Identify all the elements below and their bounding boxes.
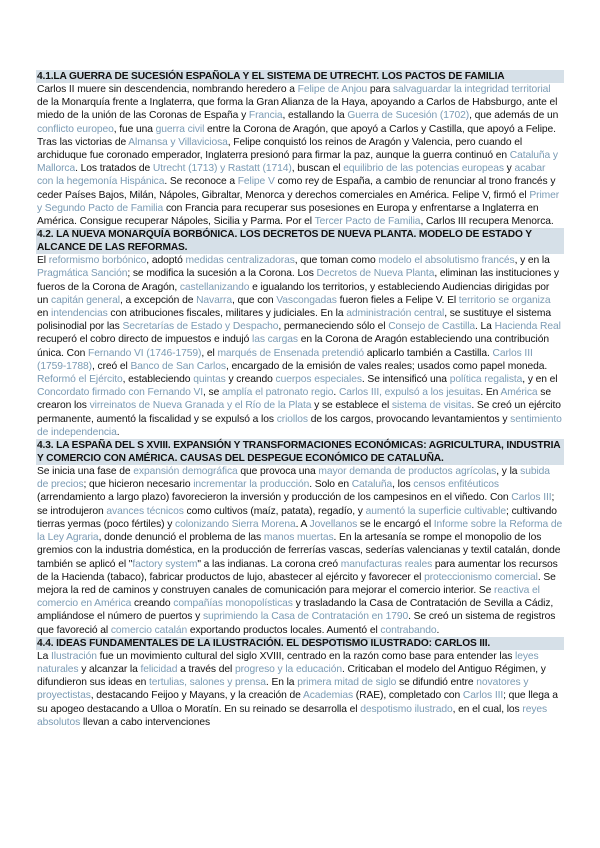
document-page [36,70,564,729]
highlighted-term: Felipe V [237,176,275,188]
highlighted-term: Hacienda Real [494,321,561,333]
highlighted-term: Fernando VI (1746-1759) [88,347,202,359]
highlighted-term: manufacturas reales [340,558,433,570]
text-run: ; se introdujeron [37,492,555,517]
text-run: ; se modifica la sucesión a la Corona. Los [127,268,317,280]
highlighted-term: Felipe de Anjou [297,84,368,95]
highlighted-term: Decretos de Nueva Planta [316,268,435,280]
highlighted-term: marqués de Ensenada pretendió [217,347,364,359]
text-run: , estallando la [282,110,348,122]
highlighted-term: Ilustración [51,650,97,662]
highlighted-term: aumentó la superficie cultivable [365,505,507,517]
section-body [36,465,564,637]
highlighted-term: territorio se organiza [458,294,551,306]
highlighted-term: acabar con la hegemonía Hispánica [37,163,546,188]
highlighted-term: manos muertas [263,532,334,544]
highlighted-term: proteccionismo comercial [424,571,538,583]
highlighted-term: Carlos III [511,492,552,504]
text-run: . La [475,321,495,333]
highlighted-term: amplía el patronato regio [222,387,334,399]
highlighted-term: América [500,387,538,399]
text-run: , y la [496,466,521,478]
highlighted-term: suprimiendo la Casa de Contratación en 1790 [202,611,409,623]
text-run: ; cultivando tierras yermas (poco fértiles) y [37,505,557,530]
text-run: , en el cual, los [452,703,523,715]
text-run: , se sustituye el sistema polisinodial por las [37,308,551,333]
text-run: se difundió entre [396,677,477,689]
section-body [36,650,564,729]
text-run: . A [295,518,310,530]
highlighted-term: criollos [276,413,308,425]
highlighted-term: subida de precios [37,466,550,491]
highlighted-term: política regalista [449,374,523,386]
text-run: , Felipe conquistó los reinos de Aragón y Valencia, pero cuando el archiduque fue coronado emperador, Inglaterra presionó para firmar la paz, aunque la guerra continuó en [37,136,523,162]
text-run: ; que hicieron necesario [83,479,194,491]
text-run: . Se intensificó una [361,374,450,386]
section-4-3 [36,439,564,637]
text-run: aplicarlo también a Castilla. [363,347,493,359]
text-run: recuperó el cobro directo de impuestos e indujó [37,334,252,346]
highlighted-term: despotismo ilustrado [360,703,453,715]
section-title: 4.3. LA ESPAÑA DEL S XVIII. EXPANSIÓN Y TRANSFORMACIONES ECONÓMICAS: AGRICULTURA, INDUSTRIA Y COMERCIO CON AMÉRICA. CAUSAS DEL DESPEGUE ECONÓMICO DE CATALUÑA. [36,439,564,465]
highlighted-term: modelo el absolutismo francés [378,255,515,267]
text-run: . [333,387,339,399]
highlighted-term: sistema de visitas [391,400,472,412]
text-run: , buscan el [291,163,344,175]
section-4-1 [36,70,564,228]
text-run: . Se reconoce a [164,176,238,188]
highlighted-term: capitán general [51,294,120,306]
highlighted-term: guerra civil [155,123,205,135]
text-run: , estableciendo [122,374,194,386]
highlighted-term: conflicto europeo [37,123,114,135]
text-run: y se establece el [311,400,392,412]
highlighted-term: Carlos III, expulsó a los jesuitas [338,387,481,399]
text-run: (arrendamiento a largo plazo) favorecieron la inversión y producción de los campesinos en el viñedo. Con [37,492,512,504]
highlighted-term: compañías monopolísticas [173,598,293,610]
highlighted-term: Carlos III (1759-1788) [37,347,533,372]
highlighted-term: Tercer Pacto de Familia [314,216,421,228]
highlighted-term: comercio catalán [110,624,188,636]
highlighted-term: Academias [302,690,354,702]
highlighted-term: Guerra de Sucesión (1702) [347,110,470,122]
text-run: fue un movimiento cultural del siglo XVIII, centrado en la razón como base para entender las [96,650,516,662]
text-run: se crearon los [37,387,551,412]
highlighted-term: factory system [132,558,198,570]
text-run: Carlos II muere sin descendencia, nombrando heredero a [37,84,298,95]
text-run: e igualando los territorios, y estableciendo Audiencias dirigidas por un [37,281,550,306]
highlighted-term: intendencias [51,308,108,320]
highlighted-term: administración central [346,308,445,320]
highlighted-term: Consejo de Castilla [388,321,476,333]
text-run: , donde denunció el problema de las [98,532,264,544]
highlighted-term: cuerpos especiales [275,374,362,386]
text-run: . Solo en [309,479,352,491]
section-4-2 [36,228,564,439]
highlighted-term: Informe sobre la Reforma de la Ley Agraria [37,518,563,544]
text-run: . En la artesanía se rompe el monopolio de los gremios con la industria doméstica, en la producción de ferrerías vascas, sederías valencianas y textil catalán, donde también se aplicó el " [37,532,561,570]
highlighted-term: reyes absolutos [37,703,548,728]
text-run: con Francia para recuperar sus posesiones en Europa y enfrentarse a Inglaterra en América. Consigue recuperar Nápoles, Sicilia y Parma. Por el [37,202,539,228]
text-run: en [37,308,52,320]
highlighted-term: censos enfitéuticos [413,479,499,491]
section-title: 4.1.LA GUERRA DE SUCESIÓN ESPAÑOLA Y EL SISTEMA DE UTRECHT. LOS PACTOS DE FAMILIA [36,70,564,83]
text-run: . Los tratados de [75,163,153,175]
text-run: exportando productos locales. Aumentó el [187,624,381,636]
highlighted-term: Secretarías de Estado y Despacho [122,321,279,333]
highlighted-term: Almansa y Villaviciosa [128,136,228,148]
highlighted-term: Navarra [196,294,233,306]
highlighted-term: progreso y la educación [234,663,342,675]
text-run: , adoptó [146,255,186,267]
highlighted-term: Jovellanos [309,518,358,530]
text-run: , que toman como [294,255,379,267]
text-run: , y en la [514,255,550,267]
text-run: , que con [232,294,277,306]
text-run: " a las indianas. La corona creó [197,558,341,570]
text-run: , fue una [113,123,156,135]
highlighted-term: Banco de San Carlos [130,360,226,372]
highlighted-term: novatores y proyectistas [37,677,529,702]
text-run: . [436,624,440,636]
highlighted-term: castellanizando [179,281,250,293]
text-run: ; que llega a su apogeo destacando a Ulloa o Moratín. En su reinado se desarrolla el [37,690,558,715]
text-run: , Carlos III recupera Menorca. [420,216,554,228]
text-run: se le encargó el [357,518,434,530]
text-run: , destacando Feijoo y Mayans, y la creación de [90,690,303,702]
highlighted-term: Concordato firmado con Fernando VI [37,387,204,399]
text-run: , eliminan las instituciones y fueros de la Corona de Aragón, [37,268,559,293]
text-run: El [37,255,49,267]
section-title: 4.4. IDEAS FUNDAMENTALES DE LA ILUSTRACIÓN. EL DESPOTISMO ILUSTRADO: CARLOS III. [36,637,564,650]
highlighted-term: contrabando [380,624,437,636]
text-run: . Se creó un sistema de registros que favoreció al [37,611,556,636]
text-run: , y en el [522,374,558,386]
text-run: , el [201,347,218,359]
highlighted-term: quintas [193,374,226,386]
text-run: a través del [177,663,235,675]
text-run: , a excepción de [119,294,197,306]
text-run: , que además de un [469,110,559,122]
highlighted-term: Francia [248,110,283,122]
text-run: , se [203,387,222,399]
text-run: . En la [265,677,298,689]
highlighted-term: reactiva el comercio en América [37,584,540,610]
text-run: para [367,84,393,95]
text-run: en la Corona de Aragón estableciendo una contribución única. Con [37,334,549,359]
text-run: . Criticaban el modelo del Antiguo Régimen, y difundieron sus ideas en [37,663,546,689]
text-run: . En [480,387,501,399]
text-run: La [37,650,52,662]
section-body [36,254,564,439]
section-4-4 [36,637,564,729]
text-run: creando [131,598,174,610]
highlighted-term: avances técnicos [106,505,184,517]
highlighted-term: Vascongadas [276,294,337,306]
text-run: , encargado de la emisión de vales reales; usados como papel moneda. [225,360,548,372]
highlighted-term: colonizando Sierra Morena [175,518,296,530]
highlighted-term: Primer y Segundo Pacto de Familia [37,189,560,214]
text-run: (RAE), completado con [353,690,463,702]
text-run: . Se creó un ejército permanente, aumentó la fiscalidad y se expulsó a los [37,400,561,425]
highlighted-term: tertulias, salones y prensa [149,677,266,689]
text-run: llevan a cabo intervenciones [80,716,211,728]
highlighted-term: Pragmática Sanción [37,268,128,280]
highlighted-term: Reformó el Ejército [37,374,123,386]
text-run: fueron fieles a Felipe V. El [336,294,459,306]
highlighted-term: mayor demanda de productos agrícolas [318,466,497,478]
text-run: como rey de España, a cambio de renunciar al trono francés y ceder Países Bajos, Milán, Nápoles, Gibraltar, Menorca y derechos comerciales en América. Felipe V, firmó el [37,176,556,201]
text-run: y alcanzar la [78,663,141,675]
highlighted-term: Cataluña y Mallorca [37,150,558,175]
highlighted-term: leyes naturales [37,650,539,675]
highlighted-term: Cataluña [351,479,393,491]
text-run: que provoca una [237,466,319,478]
highlighted-term: salvaguardar la integridad territorial [392,84,551,95]
highlighted-term: primera mitad de siglo [297,677,397,689]
text-run: y creando [225,374,276,386]
highlighted-term: Utrecht (1713) y Rastatt (1714) [152,163,292,175]
highlighted-term: reformismo borbónico [48,255,147,267]
highlighted-term: felicidad [140,663,178,675]
highlighted-term: virreinatos de Nueva Granada y el Río de la Plata [89,400,312,412]
text-run: . [116,426,120,438]
text-run: entre la Corona de Aragón, que apoyó a Carlos y Castilla, que apoyó a Felipe. Tras las victorias de [37,123,556,148]
highlighted-term: medidas centralizadoras [185,255,295,267]
highlighted-term: sentimiento de independencia [37,413,562,438]
highlighted-term: las cargas [252,334,298,346]
highlighted-term: expansión demográfica [133,466,238,478]
text-run: , los [392,479,414,491]
text-run: para aumentar los recursos de la Hacienda (tabaco), fabricar productos de lujo, abastecer al ejército y favorecer el [37,558,558,583]
text-run: Se inicia una fase de [37,466,134,478]
text-run: como cultivos (maíz, patata), regadío, y [183,505,366,517]
text-run: y trasladando la Casa de Contratación de Sevilla a Cádiz, ampliándose el número de puertos y [37,598,554,623]
highlighted-term: Carlos III [462,690,504,702]
text-run: con atribuciones fiscales, militares y judiciales. En la [107,308,347,320]
text-run: de la Monarquía frente a Inglaterra, que forma la Gran Alianza de la Haya, apoyando a Carlos de Habsburgo, ante el miedo de la unión de las Coronas de España y [37,97,558,122]
section-body [36,83,564,228]
text-run: , creó el [92,360,131,372]
section-title: 4.2. LA NUEVA MONARQUÍA BORBÓNICA. LOS DECRETOS DE NUEVA PLANTA. MODELO DE ESTADO Y ALCANCE DE LAS REFORMAS. [36,228,564,254]
text-run: y [503,163,515,175]
text-run: de los cargos, provocando levantamientos y [307,413,511,425]
text-run: . Se mejora la red de caminos y construyen canales de comunicación para mejorar el comercio interior. Se [37,571,556,596]
highlighted-term: incrementar la producción [193,479,310,491]
highlighted-term: equilibrio de las potencias europeas [343,163,504,175]
text-run: , permaneciendo sólo el [278,321,389,333]
